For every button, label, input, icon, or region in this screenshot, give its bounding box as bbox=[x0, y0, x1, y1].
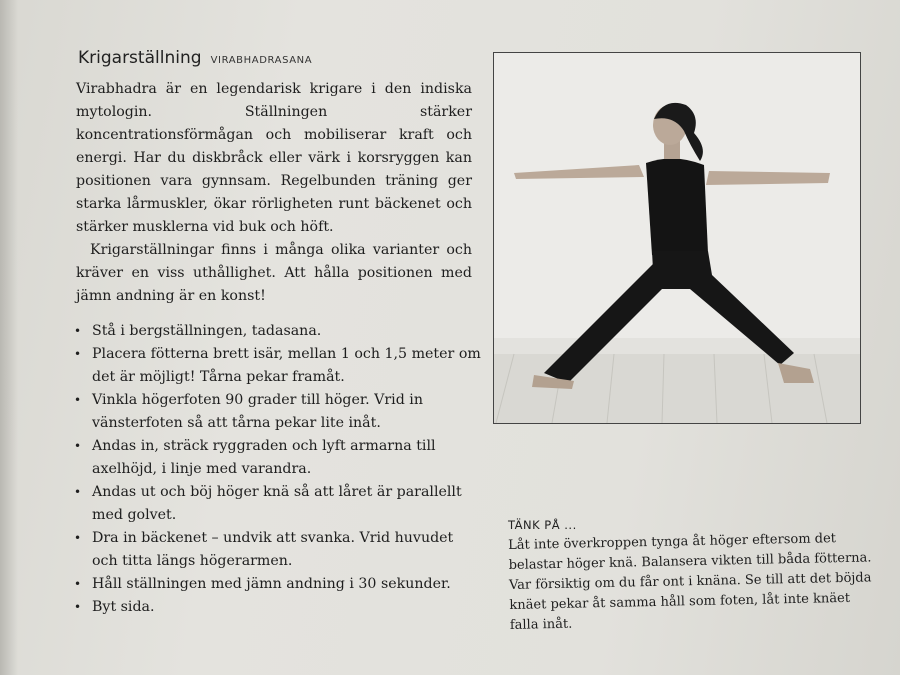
right-arm bbox=[706, 171, 830, 185]
yoga-pose-illustration bbox=[494, 53, 860, 423]
floor bbox=[494, 354, 860, 423]
intro-paragraph-2: Krigarställningar finns i många olika varianter och kräver en viss uthållighet. Att hålla positionen med jämn andning är en konst! bbox=[76, 242, 472, 304]
instruction-step: • Byt sida. bbox=[72, 596, 482, 619]
instruction-step: • Placera fötterna brett isär, mellan 1 och 1,5 meter om det är möjligt! Tårna pekar framåt. bbox=[72, 343, 482, 389]
instruction-step: • Dra in bäckenet – undvik att svanka. Vrid huvudet och titta längs högerarmen. bbox=[72, 527, 482, 573]
tip-text: Låt inte överkroppen tynga åt höger eftersom det belastar höger knä. Balansera vikten till båda fötterna. Var försiktig om du får ont i knäna. Se till att det böjda knäet pekar åt samma håll som foten, låt inte knäet falla inåt. bbox=[508, 531, 872, 633]
page-edge-shadow bbox=[0, 0, 18, 675]
tank-top bbox=[646, 158, 708, 259]
section-header bbox=[78, 48, 312, 68]
instruction-step: • Stå i bergställningen, tadasana. bbox=[72, 320, 482, 343]
instruction-step: • Andas in, sträck ryggraden och lyft armarna till axelhöjd, i linje med varandra. bbox=[72, 435, 482, 481]
instruction-step: • Håll ställningen med jämn andning i 30 sekunder. bbox=[72, 573, 482, 596]
instruction-step: • Vinkla högerfoten 90 grader till höger. Vrid in vänsterfoten så att tårna pekar lite inåt. bbox=[72, 389, 482, 435]
warrior-pose-photo bbox=[493, 52, 861, 424]
intro-text bbox=[76, 78, 472, 308]
baseboard bbox=[494, 338, 860, 354]
section-subtitle: VIRABHADRASANA bbox=[210, 55, 313, 66]
instruction-step: • Andas ut och böj höger knä så att låret är parallellt med golvet. bbox=[72, 481, 482, 527]
instruction-list bbox=[72, 320, 482, 619]
tip-heading: TÄNK PÅ ... bbox=[508, 518, 577, 532]
section-title: Krigarställning bbox=[78, 48, 202, 68]
intro-paragraph-1: Virabhadra är en legendarisk krigare i den indiska mytologin. Ställningen stärker koncentrationsförmågan och mobiliserar kraft och energi. Har du diskbråck eller värk i korsryggen kan positionen vara gynnsam. Regelbunden träning ger starka lårmuskler, ökar rörligheten runt bäckenet och stärker musklerna vid buk och höft. bbox=[76, 81, 472, 235]
